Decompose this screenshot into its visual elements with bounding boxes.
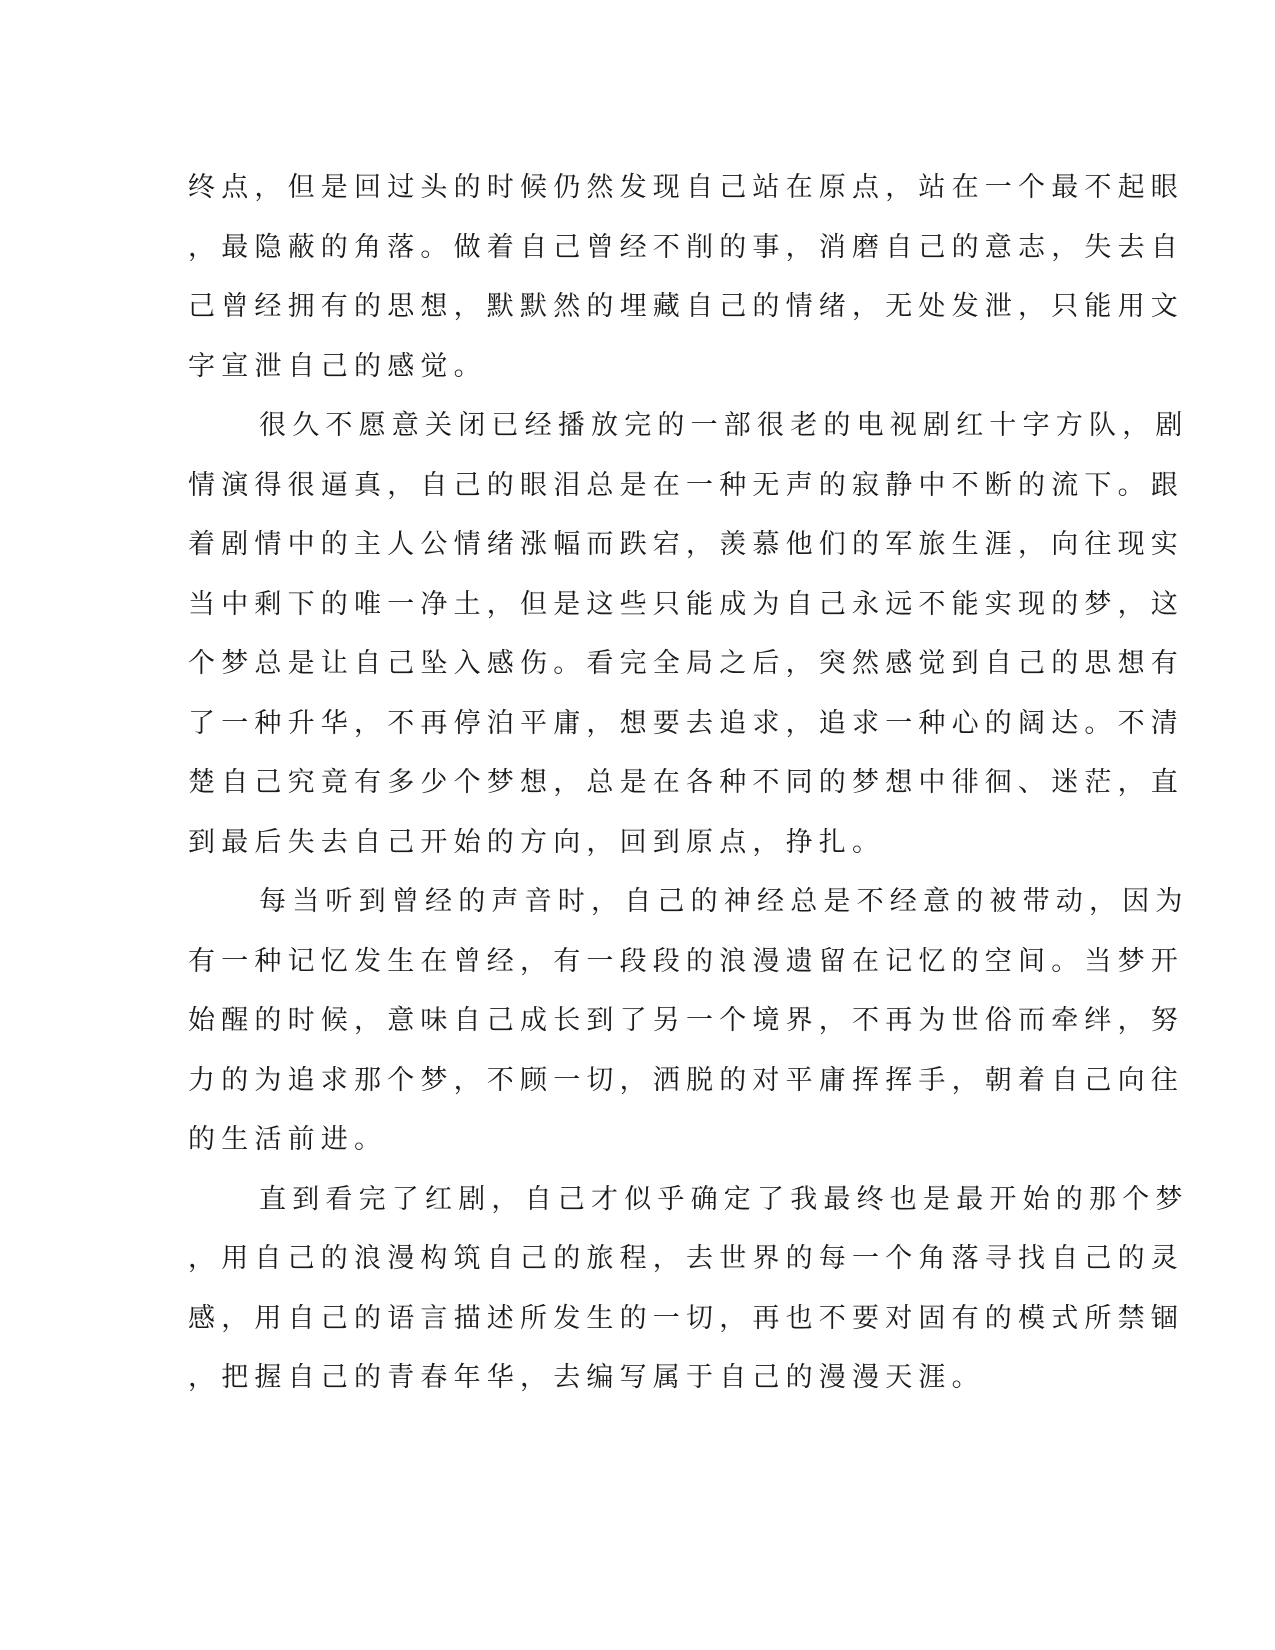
paragraph-line: 个梦总是让自己坠入感伤。看完全局之后，突然感觉到自己的思想有 bbox=[188, 648, 1184, 679]
paragraph-line: 很久不愿意关闭已经播放完的一部很老的电视剧红十字方队，剧 bbox=[259, 410, 1189, 441]
paragraph-line: 情演得很逼真，自己的眼泪总是在一种无声的寂静中不断的流下。跟 bbox=[188, 469, 1184, 501]
paragraph-line: 始醒的时候，意味自己成长到了另一个境界，不再为世俗而牵绊，努 bbox=[188, 1005, 1184, 1036]
paragraph-line: 直到看完了红剧，自己才似乎确定了我最终也是最开始的那个梦 bbox=[259, 1183, 1189, 1215]
paragraph-line: 终点，但是回过头的时候仍然发现自己站在原点，站在一个最不起眼 bbox=[188, 172, 1184, 203]
paragraph-line: 楚自己究竟有多少个梦想，总是在各种不同的梦想中徘徊、迷茫，直 bbox=[188, 767, 1184, 798]
paragraph-line: 着剧情中的主人公情绪涨幅而跌宕，羡慕他们的军旅生涯，向往现实 bbox=[188, 529, 1184, 560]
paragraph-line: ，用自己的浪漫构筑自己的旅程，去世界的每一个角落寻找自己的灵 bbox=[188, 1243, 1184, 1274]
paragraph-line: 的生活前进。 bbox=[188, 1124, 388, 1155]
paragraph-line: 到最后失去自己开始的方向，回到原点，挣扎。 bbox=[188, 826, 886, 858]
body-text bbox=[188, 158, 1189, 1408]
paragraph-line: 当中剩下的唯一净土，但是这些只能成为自己永远不能实现的梦，这 bbox=[188, 588, 1184, 620]
paragraph-line: 了一种升华，不再停泊平庸，想要去追求，追求一种心的阔达。不清 bbox=[188, 707, 1184, 739]
paragraph-3 bbox=[188, 872, 1189, 1170]
paragraph-line: 有一种记忆发生在曾经，有一段段的浪漫遗留在记忆的空间。当梦开 bbox=[188, 945, 1184, 977]
paragraph-4 bbox=[188, 1170, 1189, 1408]
paragraph-line: 己曾经拥有的思想，默默然的埋藏自己的情绪，无处发泄，只能用文 bbox=[188, 291, 1184, 322]
paragraph-line: 字宣泄自己的感觉。 bbox=[188, 350, 487, 382]
paragraph-1 bbox=[188, 158, 1184, 396]
paragraph-line: ，最隐蔽的角落。做着自己曾经不削的事，消磨自己的意志，失去自 bbox=[188, 231, 1184, 263]
paragraph-line: 每当听到曾经的声音时，自己的神经总是不经意的被带动，因为 bbox=[259, 886, 1189, 917]
paragraph-line: 力的为追求那个梦，不顾一切，洒脱的对平庸挥挥手，朝着自己向往 bbox=[188, 1064, 1184, 1096]
paragraph-line: 感，用自己的语言描述所发生的一切，再也不要对固有的模式所禁锢 bbox=[188, 1302, 1184, 1334]
paragraph-line: ，把握自己的青春年华，去编写属于自己的漫漫天涯。 bbox=[188, 1362, 985, 1393]
paragraph-2 bbox=[188, 396, 1189, 872]
